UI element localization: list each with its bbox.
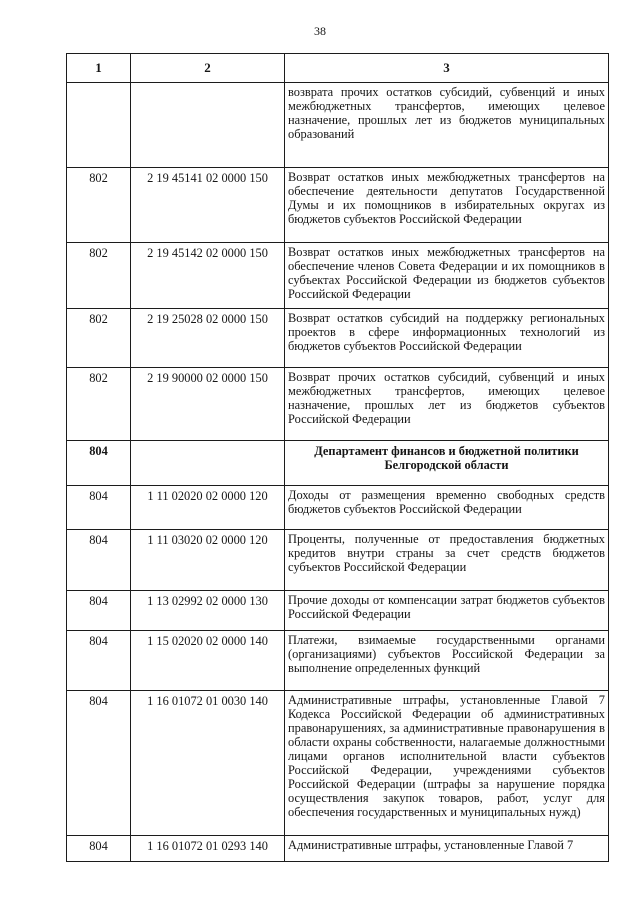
table-row — [67, 836, 609, 862]
admin-code-cell: 802 — [67, 368, 131, 441]
header-col-1: 1 — [67, 54, 131, 83]
revenue-code-cell: 1 11 02020 02 0000 120 — [131, 486, 285, 530]
table-row — [67, 309, 609, 368]
admin-code-cell: 804 — [67, 486, 131, 530]
table-row — [67, 591, 609, 631]
revenue-code-cell: 1 11 03020 02 0000 120 — [131, 530, 285, 591]
admin-code-cell: 804 — [67, 441, 131, 486]
description-cell — [285, 83, 609, 168]
table-row — [67, 83, 609, 168]
description-text: Платежи, взимаемые государственными органами (организациями) субъектов Российской Федерации за выполнение определенных функций — [288, 633, 605, 675]
table-row — [67, 691, 609, 836]
description-cell — [285, 836, 609, 862]
revenue-code-cell: 2 19 45142 02 0000 150 — [131, 243, 285, 309]
description-text: Административные штрафы, установленные Главой 7 — [288, 838, 574, 852]
admin-code-cell: 804 — [67, 530, 131, 591]
description-text: Возврат прочих остатков субсидий, субвенций и иных межбюджетных трансфертов, имеющих целевое назначение, прошлых лет из бюджетов субъектов Российской Федерации — [288, 370, 605, 426]
description-cell — [285, 168, 609, 243]
admin-code-cell — [67, 83, 131, 168]
revenue-code-cell: 2 19 25028 02 0000 150 — [131, 309, 285, 368]
budget-classification-table — [66, 53, 609, 862]
table-row — [67, 243, 609, 309]
description-cell — [285, 691, 609, 836]
department-heading — [285, 441, 609, 486]
description-text: Возврат остатков субсидий на поддержку региональных проектов в сфере информационных технологий из бюджетов субъектов Российской Федерации — [288, 311, 605, 353]
table-row — [67, 486, 609, 530]
revenue-code-cell: 2 19 45141 02 0000 150 — [131, 168, 285, 243]
table-row — [67, 530, 609, 591]
description-text: Возврат остатков иных межбюджетных трансфертов на обеспечение деятельности депутатов Государственной Думы и их помощников в избирательных округах из бюджетов субъектов Российской Федерации — [288, 170, 605, 226]
table-header-row — [67, 54, 609, 83]
description-text: Возврат остатков иных межбюджетных трансфертов на обеспечение членов Совета Федерации и их помощников в субъектах Российской Федерации из бюджетов субъектов Российской Федерации — [288, 245, 605, 301]
description-text: Проценты, полученные от предоставления бюджетных кредитов внутри страны за счет средств бюджетов субъектов Российской Федерации — [288, 532, 605, 574]
admin-code-cell: 804 — [67, 836, 131, 862]
admin-code-cell: 802 — [67, 309, 131, 368]
admin-code-cell: 804 — [67, 631, 131, 691]
description-cell — [285, 309, 609, 368]
description-cell — [285, 486, 609, 530]
table-row-section — [67, 441, 609, 486]
table-row — [67, 631, 609, 691]
revenue-code-cell — [131, 83, 285, 168]
department-heading-text: Департамент финансов и бюджетной политики Белгородской области — [314, 444, 579, 472]
description-text: Доходы от размещения временно свободных средств бюджетов субъектов Российской Федерации — [288, 488, 605, 516]
revenue-code-cell: 1 16 01072 01 0030 140 — [131, 691, 285, 836]
revenue-code-cell: 2 19 90000 02 0000 150 — [131, 368, 285, 441]
admin-code-cell: 802 — [67, 168, 131, 243]
revenue-code-cell: 1 15 02020 02 0000 140 — [131, 631, 285, 691]
revenue-code-cell — [131, 441, 285, 486]
description-cell — [285, 631, 609, 691]
description-text: возврата прочих остатков субсидий, субвенций и иных межбюджетных трансфертов, имеющих целевое назначение, прошлых лет из бюджетов муниципальных образований — [288, 85, 605, 141]
description-cell — [285, 243, 609, 309]
header-col-2: 2 — [131, 54, 285, 83]
table-row — [67, 168, 609, 243]
admin-code-cell: 802 — [67, 243, 131, 309]
admin-code-cell: 804 — [67, 691, 131, 836]
description-text: Административные штрафы, установленные Главой 7 Кодекса Российской Федерации об административных правонарушениях, за административные правонарушения в области охраны собственности, налагаемые должностными лицами органов исполнительной власти субъектов Российской Федерации, учреждениями субъектов Российской Федерации (штрафы за нарушение порядка осуществления закупок товаров, работ, услуг для обеспечения государственных и муниципальных нужд) — [288, 693, 605, 819]
header-col-3: 3 — [285, 54, 609, 83]
admin-code-cell: 804 — [67, 591, 131, 631]
description-text: Прочие доходы от компенсации затрат бюджетов субъектов Российской Федерации — [288, 593, 605, 621]
page-number: 38 — [314, 24, 326, 38]
revenue-code-cell: 1 16 01072 01 0293 140 — [131, 836, 285, 862]
description-cell — [285, 530, 609, 591]
revenue-code-cell: 1 13 02992 02 0000 130 — [131, 591, 285, 631]
table-row — [67, 368, 609, 441]
description-cell — [285, 368, 609, 441]
description-cell — [285, 591, 609, 631]
